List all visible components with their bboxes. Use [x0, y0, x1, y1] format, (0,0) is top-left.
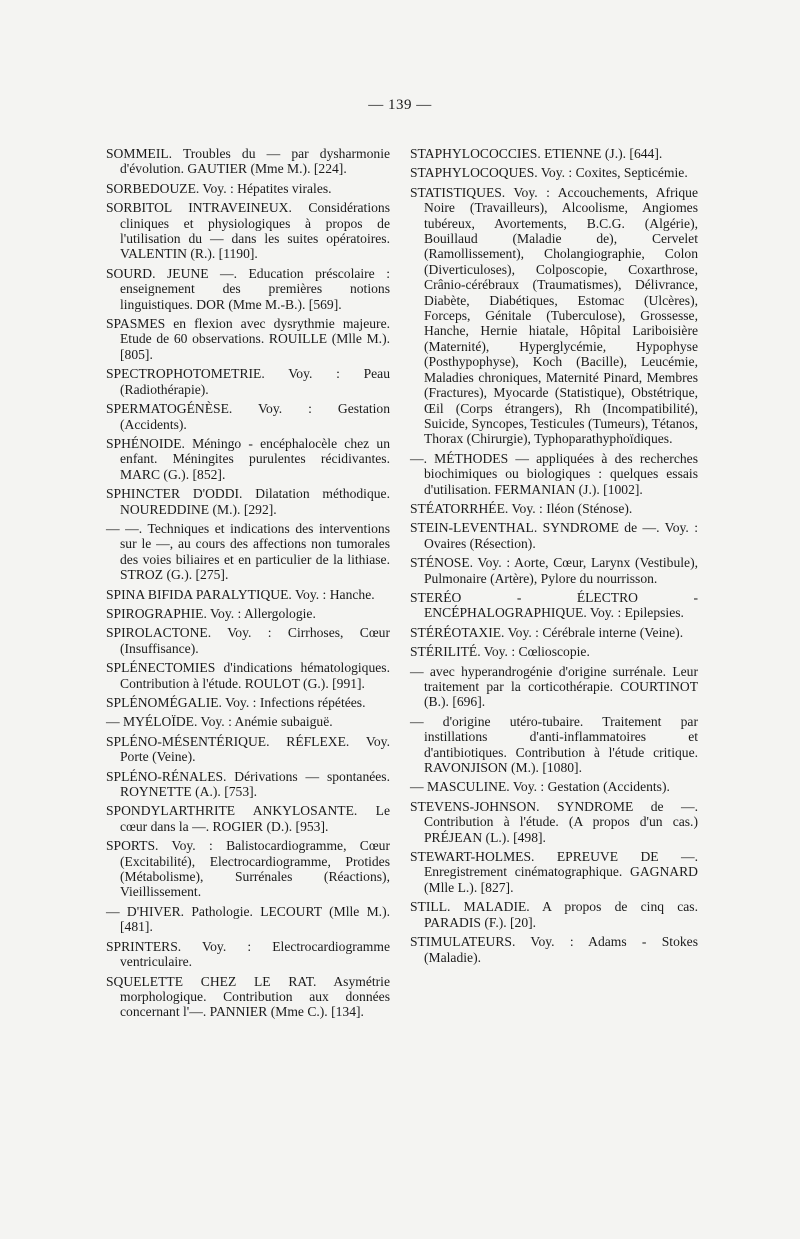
index-entry: SPLÉNO-RÉNALES. Dérivations — spontanées. ROYNETTE (A.). [753].: [106, 768, 390, 800]
index-entry: SOMMEIL. Troubles du — par dysharmonie d'évolution. GAUTIER (Mme M.). [224].: [106, 146, 390, 177]
index-entry: STÉRÉOTAXIE. Voy. : Cérébrale interne (Veine).: [410, 624, 684, 640]
index-entry: SOURD. JEUNE —. Education préscolaire : enseignement des premières notions linguistiques. DOR (Mme M.-B.). [569].: [106, 265, 390, 312]
index-entry: SPLÉNECTOMIES d'indications hématologiques. Contribution à l'étude. ROULOT (G.). [991].: [106, 660, 390, 691]
index-entry: SPASMES en flexion avec dysrythmie majeure. Etude de 60 observations. ROUILLE (Mlle M.). [805].: [106, 316, 390, 362]
index-entry: — MYÉLOÏDE. Voy. : Anémie subaiguë.: [106, 714, 333, 730]
index-entry: STEIN-LEVENTHAL. SYNDROME de —. Voy. : Ovaires (Résection).: [410, 520, 698, 551]
right-column: [410, 146, 698, 969]
index-entry: SORBEDOUZE. Voy. : Hépatites virales.: [106, 180, 332, 196]
index-entry: STAPHYLOCOCCIES. ETIENNE (J.). [644].: [410, 146, 663, 161]
index-entry: SPECTROPHOTOMETRIE. Voy. : Peau (Radiothérapie).: [106, 366, 390, 397]
index-entry: — —. Techniques et indications des interventions sur le —, au cours des affections non tumorales des voies biliaires et en particulier de la lithiase. STROZ (G.). [275].: [106, 520, 390, 583]
index-entry: STILL. MALADIE. A propos de cinq cas. PARADIS (F.). [20].: [410, 899, 698, 930]
index-entry: STAPHYLOCOQUES. Voy. : Coxites, Septicémie.: [410, 165, 688, 181]
index-entry: SPHINCTER D'ODDI. Dilatation méthodique. NOUREDDINE (M.). [292].: [106, 486, 390, 517]
index-entry: —. MÉTHODES — appliquées à des recherches biochimiques ou biologiques : quelques essais d'utilisation. FERMANIAN (J.). [1002].: [410, 450, 698, 497]
index-entry: SPRINTERS. Voy. : Electrocardiogramme ventriculaire.: [106, 938, 390, 970]
index-entry: SORBITOL INTRAVEINEUX. Considérations cliniques et physiologiques à propos de l'utilisation du — dans les suites opératoires. VALENTIN (R.). [1190].: [106, 200, 390, 262]
index-entry: STÉNOSE. Voy. : Aorte, Cœur, Larynx (Vestibule), Pulmonaire (Artère), Pylore du nourrisson.: [410, 555, 698, 586]
index-entry: SPIROGRAPHIE. Voy. : Allergologie.: [106, 605, 316, 621]
index-entry: STERÉO - ÉLECTRO - ENCÉPHALOGRAPHIQUE. Voy. : Epilepsies.: [410, 589, 698, 621]
index-entry: SPINA BIFIDA PARALYTIQUE. Voy. : Hanche.: [106, 586, 375, 602]
index-entry: SPONDYLARTHRITE ANKYLOSANTE. Le cœur dans la —. ROGIER (D.). [953].: [106, 803, 390, 834]
index-entry: SQUELETTE CHEZ LE RAT. Asymétrie morphologique. Contribution aux données concernant l'—. PANNIER (Mme C.). [134].: [106, 973, 390, 1020]
page-number: — 139 —: [368, 97, 432, 113]
index-entry: SPERMATOGÉNÈSE. Voy. : Gestation (Accidents).: [106, 401, 390, 432]
index-entry: SPLÉNOMÉGALIE. Voy. : Infections répétées.: [106, 695, 366, 710]
index-entry: — avec hyperandrogénie d'origine surrénale. Leur traitement par la corticothérapie. COURTINOT (B.). [696].: [410, 663, 698, 710]
index-entry: STEWART-HOLMES. EPREUVE DE —. Enregistrement cinématographique. GAGNARD (Mlle L.). [827].: [410, 849, 698, 895]
index-entry: STÉRILITÉ. Voy. : Cœlioscopie.: [410, 644, 590, 660]
index-entry: STÉATORRHÉE. Voy. : Iléon (Sténose).: [410, 500, 633, 516]
index-entry: — d'origine utéro-tubaire. Traitement par instillations d'anti-inflammatoires et d'antibiotiques. Contribution à l'étude critique. RAVONJISON (M.). [1080].: [410, 713, 698, 776]
index-entry: — D'HIVER. Pathologie. LECOURT (Mlle M.). [481].: [106, 903, 390, 935]
left-column: [106, 146, 390, 1024]
index-entry: — MASCULINE. Voy. : Gestation (Accidents).: [410, 779, 670, 795]
index-entry: SPORTS. Voy. : Balistocardiogramme, Cœur (Excitabilité), Electrocardiogramme, Protides (Métabolisme), Surrénales (Réactions), Vieillissement.: [106, 838, 390, 900]
index-entry: SPIROLACTONE. Voy. : Cirrhoses, Cœur (Insuffisance).: [106, 625, 390, 656]
index-entry: STATISTIQUES. Voy. : Accouchements, Afrique Noire (Travailleurs), Alcoolisme, Angiomes tubéreux, Avortements, B.C.G. (Algérie), Bouillaud (Maladie de), Cervelet (Ramollissement), Cholangiographie, Colon (Diverticuloses), Colposcopie, Coxarthrose, Crânio-cérébraux (Traumatismes), Délivrance, Diabète, Diabétiques, Estomac (Ulcères), Forceps, Génitale (Tuberculose), Grossesse, Hanche, Hernie hiatale, Hôpital Lariboisière (Maternité), Hyperglycémie, Hypophyse (Posthypophyse), Koch (Bacille), Leucémie, Maladies chroniques, Maternité Pinard, Membres (Fractures), Myocarde (Statistique), Obstétrique, Œil (Corps étrangers), Rh (Incompatibilité), Suicide, Syncopes, Testicules (Tumeurs), Tétanos, Thorax (Chirurgie), Typhoparathyphoïdiques.: [410, 184, 698, 447]
index-entry: STEVENS-JOHNSON. SYNDROME de —. Contribution à l'étude. (A propos d'un cas.) PRÉJEAN (L.). [498].: [410, 798, 698, 845]
index-entry: STIMULATEURS. Voy. : Adams - Stokes (Maladie).: [410, 934, 698, 965]
index-entry: SPLÉNO-MÉSENTÉRIQUE. RÉFLEXE. Voy. Porte (Veine).: [106, 733, 390, 765]
index-entry: SPHÉNOIDE. Méningo - encéphalocèle chez un enfant. Méningites purulentes récidivantes. MARC (G.). [852].: [106, 435, 390, 482]
